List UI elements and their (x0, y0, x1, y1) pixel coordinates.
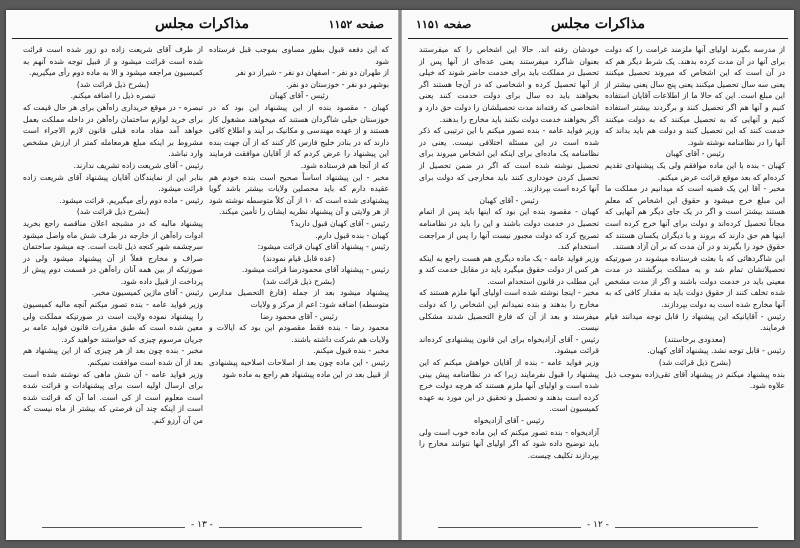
paragraph: این شاگردهائی که با بعثت فرستاده میشوند در صورتیکه تحصیلاتشان تمام شد و به مملکت برگشتند در مدت معینی باید در خدمت دولت باشند و اگر از مدت مشخص شده تخلف کنند از حقوق دولت باید به مقدار کافی که به آنها مخارج شده است به دولت بپردازند. (605, 253, 785, 310)
paragraph: وزیر فواید عامه - یک ماده دیگری هم هست راجع به اینکه هر کس از دولت حقوق میگیرد باید در مقابل خدمت کند و این مطلب در قانون استخدام است. (419, 253, 599, 286)
right-page-columns (408, 44, 788, 514)
paragraph: رئیس - ماده دوم رأی میگیریم. قرائت میشود. (59, 195, 203, 205)
paragraph: از طرف آقای شریعت زاده دو زور شده است قرائت شده است قرائت میشود و از قبیل توجه شده آنهم به کمیسیون مراجعه میشود و الا به ماده دوم رأی میگیریم. (23, 45, 203, 78)
note-line: (عده قابل قیام نمودند) (262, 253, 336, 263)
note-line: (بشرح ذیل قرائت شد) (262, 276, 336, 286)
paragraph: رئیس - آقای ماژین کمیسیون مخبر. (91, 288, 203, 298)
paragraph: کهبان - بنده با این ماده موافقم ولی یک پیشنهادی تقدیم کرده‌ام که بعد موقع قرائت عرض میکنم. (605, 160, 785, 182)
right-page (408, 14, 788, 534)
paragraph: مخبر - بنده چون بعد از هر چیزی که از این پیشنهاد هم بعد از آن شده است موافقت نمیکنم. (23, 346, 203, 368)
paragraph: مخبر - بنده قبول میکنم. (313, 346, 389, 356)
paragraph: مخبر - این پیشنهاد اساساً صحیح است بنده خودم هم عقیده دارم که باید محصلین ولایات بیشتر باشد گویا پیشنهادی شده است که ۱۰ از آن کلاً متوسطه نوشته شود از هر ولایتی و آن پیشنهاد نظریه ایشان را تأمین میکند. (209, 172, 389, 217)
paragraph: کهبان - بنده قبول دارم. (315, 230, 389, 240)
paragraph: رئیس - آقای شریعت زاده تشریف ندارند. (73, 160, 203, 170)
note-line: (بشرح ذیل قرائت شد) (76, 79, 150, 89)
speaker-line: رئیس - آقای کهبان (479, 195, 539, 205)
paragraph: کهبان - مقصود بنده از این پیشنهاد این بود که در خوزستان خیلی شاگردان هستند که میخواهند مشغول کار هستند و از عهده مهندسی و مکانیک بر آیند و اطلاع کافی دارند که در بنادر خلیج فارس کار کنند که از آن جهت بنده این پیشنهاد را عرض کردم که از آقایان موافقت فرمایند که از آنجا هم فرستاده شود. (209, 102, 389, 170)
speaker-line: رئیس - آقای آزادیخواه (473, 416, 545, 425)
note-line: (معدودی برخاستند) (664, 334, 726, 344)
paragraph: محمود رضا - بنده فقط مقصودم این بود که ایالات و ولایات هم شرکت داشته باشند. (209, 323, 389, 344)
paragraph: رئیس - پیشنهاد آقای محمودرضا قرائت میشود. (241, 265, 389, 275)
paragraph: بنابر این از نمایندگان آقایان پیشنهاد آقای شریعت زاده قرائت میشود. (23, 172, 203, 194)
left-page-title: مذاکرات مجلس (154, 16, 250, 32)
paragraph: رئیس - این ماده چون بعد از اصلاحات اصلاحیه پیشنهادی از قبیل بعد در این ماده پیشنهاد هم راجع به ماده شود (209, 358, 389, 379)
right-page-number: صفحه ۱۱۵۱ (416, 18, 472, 31)
paragraph: رئیس - قابل توجه نشد. پیشنهاد آقای کهبان. (647, 346, 785, 356)
paragraph: وزیر فواید عامه - بنده تصور میکنم با این ترتیبی که ذکر شده است در این مسئله اختلافی نیست. یعنی در نظامنامه یک ماده‌ای برای اینکه این اشخاص میروند برای تحصیل نوشته شده است که اگر در ضمن تحصیل از تحصیل کردن خودداری کنند باید مخارجی که دولت برای آنها کرده است بپردازند. (419, 126, 599, 194)
note-line: (بشرح ذیل قرائت شد) (76, 207, 150, 217)
left-page-footer (12, 520, 392, 534)
paragraph: وزیر فواید عامه - آن شش ماهی که نوشته شده است برای ارسال اولیه است برای پیشنهادات و قرائت شده است معلوم است از کی است. اما آن که قرائت شده است از اینکه چند آن فرصتی که بیشتر از ماه نیست که من آن آرزو کنم. (23, 369, 203, 425)
paragraph: رئیس - آقایانیکه این پیشنهاد را قابل توجه میدانند قیام فرمایند. (605, 311, 785, 333)
left-page-columns (12, 44, 392, 514)
paragraph: کهبان - مقصود بنده این بود که اینها باید پس از اتمام تحصیل در خدمت دولت باشند و این را باید در نظامنامه تصریح کرد که دولت مجبور نیست آنها را پس از مراجعت استخدام کند. (419, 207, 599, 252)
right-page-footer (408, 520, 788, 534)
speaker-line: رئیس - آقای کهبان (269, 91, 329, 101)
left-page-column-left (20, 44, 206, 514)
note-line: تبصره ذیل را اضافه میکنم. (70, 91, 156, 101)
paragraph: پیشنهاد مالیه که در مشبجه اعلان مناقصه راجع بخرید ادوات راه‌آهن از خارجه در طرف شش ماه واصل میشود سرچشمه شهر کنجه ذیل ثابت است. چه میشود ساختمان صراف و مخارج فعلاً از آن پیشنهاد میشود ولی در صورتیکه از بین همه آنان راه‌آهن در قسمت دوم پیش از پرداخت از قبیل داده شود. (23, 218, 203, 286)
left-page-number: صفحه ۱۱۵۲ (328, 18, 384, 31)
paragraph: بنده پیشنهاد میکنم در پیشنهاد آقای تقی‌زاده بموجب ذیل علاوه شود. (605, 369, 785, 391)
right-page-header (408, 14, 788, 39)
paragraph: آزادیخواه - بنده تصور میکنم که این ماده خوب است ولی باید توضیح داده شود که اگر اولیای آنها نتوانند مخارج را بپردازند تکلیف چیست. (419, 427, 599, 460)
paragraph: رئیس - آقای کهبان قبول دارید؟ (290, 218, 389, 228)
paragraph: بوشهر دو نفر - خوزستان دو نفر. (286, 79, 389, 89)
left-page-header (12, 14, 392, 39)
paragraph: پیشنهاد میشود بعد از جمله (فارغ التحصیل مدارس متوسطه) اضافه شود: اعم از مرکز و ولایات (209, 288, 389, 310)
right-page-folio: - ۱۲ - (581, 520, 615, 530)
book-gutter (398, 10, 402, 540)
book-spread (6, 10, 794, 540)
right-page-column-left (416, 44, 602, 514)
speaker-line: رئیس - آقای محمود رضا (260, 311, 338, 321)
paragraph: که این دفعه قبول بطور مساوی بموجب قبل فرستاده شود (209, 45, 389, 66)
paragraph: مخبر - اینجا نوشته شده است اولیای آنها ملزم هستند که مخارج را بدهند و بنده نمیدانم این اشخاص را که دولت میفرستد و بعد از آن که فارغ التحصیل شدند مشکلی نیست. (419, 288, 599, 333)
left-page-folio: - ۱۳ - (185, 520, 219, 530)
paragraph: تبصره - در موقع خریداری راه‌آهن برای هر حال قیمت که برای خرید لوازم ساختمان راه‌آهن در داخله مملکت بعمل خواهد آمد مفاد ماده قبلی قانون لازم الاجراء است مشروط بر اینکه مبلغ هرمعامله کمتر از ارزش مشخص وارد نباشد. (23, 102, 203, 159)
paragraph: وزیر فواید عامه - بنده از آقایان خواهش میکنم که این پیشنهاد را قبول نفرمایند زیرا که در نظامنامه پیش بینی شده است و اولیای آنها ملزم هستند که هرچه دولت خرج کرده است بدهند و تحصیل و تحقیق در این مورد به عهده کمیسیون است. (419, 358, 599, 414)
note-line: (بشرح ذیل قرائت شد) (658, 358, 732, 368)
right-page-title: مذاکرات مجلس (550, 16, 646, 32)
paragraph: رئیس - پیشنهاد آقای کهبان قرائت میشود: (257, 242, 389, 252)
left-page (12, 14, 392, 534)
right-page-column-right (602, 44, 788, 514)
paragraph: از طهران دو نفر - اصفهان دو نفر - شیراز دو نفر (235, 68, 389, 78)
paragraph: مخبر - آقا این یک قضیه است که میدانیم در مملکت ما این مبلغ خرج میشود و حقوق این اشخاص که معلم هستند بیشتر است و اگر در یک جای دیگر هم آنهایی که مجاناً تحصیل کرده‌اند و دولت برای آنها خرج کرده است اینها هم حق دارند که بروند و با دیگران یکسان هستند که حقوق خود را بگیرند و در آن مدت که بر آن آزاد هستند. (605, 184, 785, 252)
paragraph: رئیس - آقای آزادیخواه برای این قانون پیشنهادی کرده‌اند قرائت میشود. (419, 334, 599, 356)
paragraph: خودشان رفته اند. حالا این اشخاص را که میفرستند بعنوان شاگرد میفرستند یعنی عده‌ای از آنها پس از تحصیل در مملکت باید برای خدمت حاضر شوند که خیلی از آنها تحصیل کرده و اشخاصی که در آن‌جا هستند اگر بخواهند باید ده سال برای دولت خدمت کنند یعنی اشخاصی که رفته‌اند مدت تحصیلشان را دولت حق دارد و اگر بخواهند خدمت دولت نکنند باید مخارج را بدهند. (419, 45, 599, 124)
paragraph: از مدرسه بگیرند اولیای آنها ملزمند غرامت را که دولت برای آنها در آن مدت کرده بدهند. یک شرط دیگر هم که در آن است که این اشخاص که میروند تحصیل میکنند یعنی سه سال تحصیل میکنند یعنی پنج سال یعنی بیشتر از این مبلغ است. این که حالا ما از اطلاعات آقایان استفاده کنیم و آنها هم اگر تحصیل کنند و برگردند بیشتر استفاده کنیم و آنهایی که به تحصیل میکنند که به دولت میکنند خدمت کنند که این تحصیل کنند و دولت هم باید بداند که آنها را در نظامنامه نوشته شود. (605, 45, 785, 147)
left-page-column-right (206, 44, 392, 514)
paragraph: وزیر فواید عامه - بنده تصور میکنم آنچه مالیه کمیسیون را پیشنهاد نموده ولایت است در صورتیکه مملکت ولی معین شده است که طبق مقررات قانون فواید عامه بر جریان مرسوم چیزی که خواستند خواهید کرد. (23, 300, 203, 344)
speaker-line: رئیس - آقای کهبان (665, 149, 725, 159)
